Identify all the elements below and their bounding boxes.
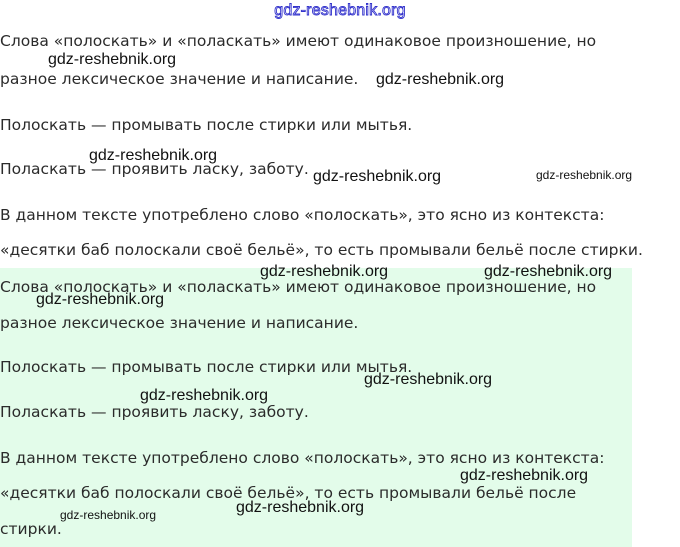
watermark-text: gdz-reshebnik.org bbox=[89, 147, 218, 164]
answer-2-context-3: стирки. bbox=[0, 520, 62, 538]
watermark-text: gdz-reshebnik.org bbox=[313, 168, 442, 185]
answer-2-definition-1: Полоскать — промывать после стирки или мытья. bbox=[0, 358, 413, 376]
answer-2-line-1: Слова «полоскать» и «поласкать» имеют одинаковое произношение, но bbox=[0, 278, 597, 296]
watermark-text: gdz-reshebnik.org bbox=[536, 168, 633, 182]
answer-2-line-2: разное лексическое значение и написание. bbox=[0, 314, 359, 332]
watermark-text: gdz-reshebnik.org bbox=[460, 467, 589, 484]
watermark-text: gdz-reshebnik.org bbox=[364, 371, 493, 388]
watermark-text: gdz-reshebnik.org bbox=[376, 71, 505, 88]
watermark-text: gdz-reshebnik.org bbox=[140, 387, 269, 404]
answer-2-context-1: В данном тексте употреблено слово «полоскать», это ясно из контекста: bbox=[0, 449, 605, 467]
answer-1-definition-2: Поласкать — проявить ласку, заботу. bbox=[0, 160, 309, 178]
answer-1-line-2: разное лексическое значение и написание. bbox=[0, 70, 359, 88]
watermark-text: gdz-reshebnik.org bbox=[236, 499, 365, 516]
answer-2-definition-2: Поласкать — проявить ласку, заботу. bbox=[0, 403, 309, 421]
watermark-text: gdz-reshebnik.org bbox=[260, 263, 389, 280]
watermark-text: gdz-reshebnik.org bbox=[36, 291, 165, 308]
answer-1-definition-1: Полоскать — промывать после стирки или мытья. bbox=[0, 116, 413, 134]
answer-1-context-2: «десятки баб полоскали своё бельё», то есть промывали бельё после стирки. bbox=[0, 241, 643, 259]
answer-1-line-1: Слова «полоскать» и «поласкать» имеют одинаковое произношение, но bbox=[0, 32, 597, 50]
answer-1-context-1: В данном тексте употреблено слово «полоскать», это ясно из контекста: bbox=[0, 206, 605, 224]
answer-2-context-2: «десятки баб полоскали своё бельё», то есть промывали бельё после bbox=[0, 484, 577, 502]
watermark-text: gdz-reshebnik.org bbox=[484, 263, 613, 280]
watermark-text: gdz-reshebnik.org bbox=[48, 51, 177, 68]
header-watermark: gdz-reshebnik.org bbox=[274, 2, 406, 19]
watermark-text: gdz-reshebnik.org bbox=[60, 508, 157, 522]
